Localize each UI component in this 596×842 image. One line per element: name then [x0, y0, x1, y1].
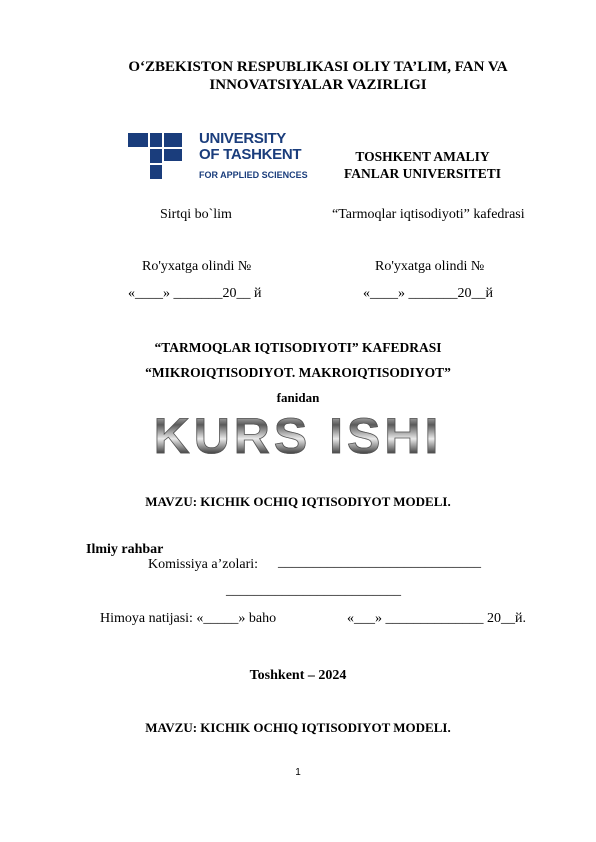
- department-title: “TARMOQLAR IQTISODIYOTI” KAFEDRASI: [154, 340, 442, 355]
- left-unit: Sirtqi bo`lim: [160, 207, 232, 222]
- right-date-blank: «____» _______20__й: [363, 286, 493, 301]
- logo-text-of-tashkent: OF TASHKENT: [199, 146, 302, 163]
- topic-title: MAVZU: KICHIK OCHIQ IQTISODIYOT MODELI.: [145, 494, 451, 509]
- left-registered: Ro'yxatga olindi №: [142, 259, 252, 274]
- topic-title-repeat: MAVZU: KICHIK OCHIQ IQTISODIYOT MODELI.: [145, 720, 451, 735]
- fanidan-label: fanidan: [276, 390, 320, 405]
- kurs-ishi-banner: KURS ISHI: [0, 408, 596, 464]
- logo-text-university: UNIVERSITY: [199, 130, 287, 147]
- university-name-line-1: TOSHKENT AMALIY: [355, 149, 490, 164]
- university-logo-icon: [128, 133, 184, 181]
- university-name: [300, 148, 545, 182]
- subject-title: “MIKROIQTISODIYOT. MAKROIQTISODIYOT”: [145, 365, 451, 380]
- defense-date: «___» ______________ 20__й.: [347, 611, 526, 626]
- left-date-blank: «____» _______20__ й: [128, 286, 262, 301]
- right-unit: “Tarmoqlar iqtisodiyoti” kafedrasi: [332, 207, 525, 222]
- place-year: Toshkent – 2024: [249, 668, 347, 683]
- ministry-line-2: INNOVATSIYALAR VAZIRLIGI: [209, 77, 427, 93]
- commission-signature-line: _____________________________: [278, 555, 481, 570]
- right-registered: Ro'yxatga olindi №: [375, 259, 485, 274]
- ministry-line-1: O‘ZBEKISTON RESPUBLIKASI OLIY TA’LIM, FAN VA: [128, 59, 508, 75]
- ministry-header: [40, 58, 596, 94]
- commission-signature-line-2: _________________________: [226, 583, 401, 598]
- supervisor-label: Ilmiy rahbar: [86, 542, 164, 557]
- page-number: 1: [295, 767, 301, 778]
- commission-label: Komissiya a’zolari:: [148, 557, 259, 572]
- defense-result: Himoya natijasi: «_____» baho: [100, 611, 277, 626]
- university-name-line-2: FANLAR UNIVERSITETI: [344, 166, 501, 181]
- logo-text-applied-sciences: FOR APPLIED SCIENCES: [199, 170, 308, 180]
